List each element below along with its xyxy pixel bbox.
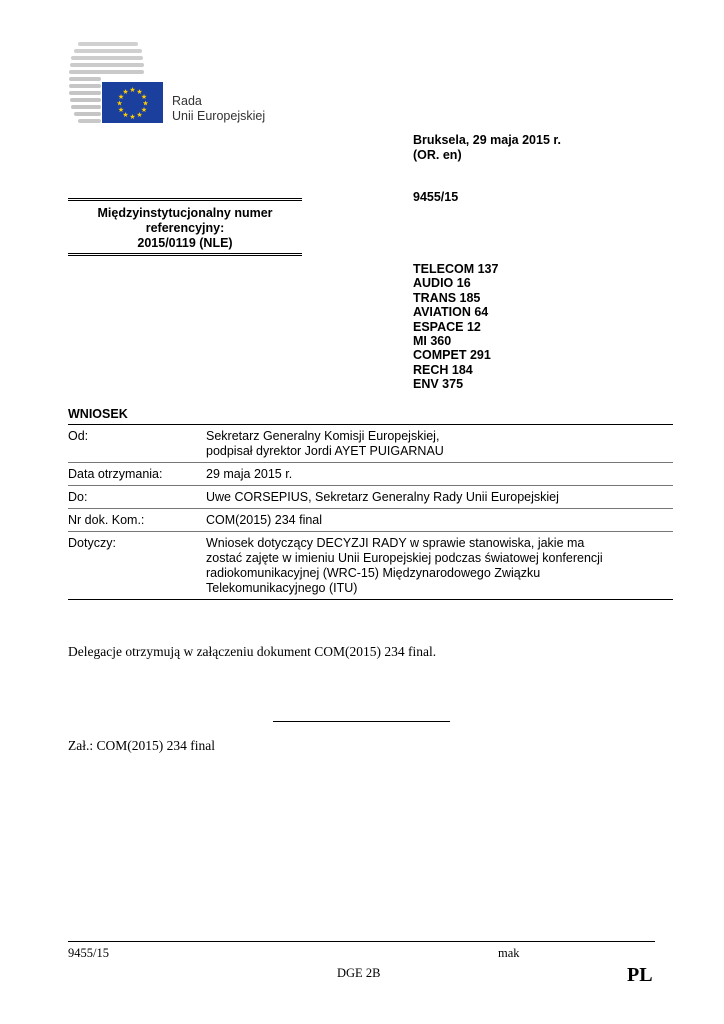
document-number: 9455/15 xyxy=(413,190,459,204)
info-row-from xyxy=(68,425,673,463)
svg-text:★: ★ xyxy=(142,99,149,108)
info-value: 29 maja 2015 r. xyxy=(206,467,293,481)
svg-text:★: ★ xyxy=(117,106,125,114)
info-table xyxy=(68,424,673,600)
body-paragraph: Delegacje otrzymują w załączeniu dokument COM(2015) 234 final. xyxy=(68,644,437,659)
footer-directorate: DGE 2B xyxy=(337,966,381,980)
info-label: Od: xyxy=(68,429,89,443)
info-row-com-number xyxy=(68,509,673,532)
info-row-subject xyxy=(68,532,673,600)
subject-code: AUDIO 16 xyxy=(413,276,471,291)
svg-text:★: ★ xyxy=(136,111,143,119)
from-line2: podpisał dyrektor Jordi AYET PUIGARNAU xyxy=(206,444,444,458)
svg-text:★: ★ xyxy=(129,86,136,94)
enclosure-note: Zał.: COM(2015) 234 final xyxy=(68,738,215,753)
subject-line4: Telekomunikacyjnego (ITU) xyxy=(206,581,358,595)
svg-text:★: ★ xyxy=(136,88,143,96)
institution-name xyxy=(172,94,265,124)
svg-text:★: ★ xyxy=(116,99,123,108)
subject-code: AVIATION 64 xyxy=(413,305,489,320)
subject-line3: radiokomunikacyjnej (WRC-15) Międzynarodowego Związku xyxy=(206,566,541,580)
double-rule-top xyxy=(68,198,302,201)
subject-code: TELECOM 137 xyxy=(413,262,499,276)
footer-rule xyxy=(68,941,655,942)
info-value xyxy=(206,429,673,459)
svg-text:★: ★ xyxy=(122,88,129,96)
document-date: Bruksela, 29 maja 2015 r. xyxy=(413,133,562,147)
svg-text:★: ★ xyxy=(140,93,148,101)
info-row-received xyxy=(68,463,673,486)
footer-initials: mak xyxy=(498,946,520,960)
from-line1: Sekretarz Generalny Komisji Europejskiej, xyxy=(206,429,440,443)
footer-language: PL xyxy=(627,964,653,986)
subject-code: ENV 375 xyxy=(413,377,464,392)
subject-line2: zostać zajęte w imieniu Unii Europejskiej podczas światowej konferencji xyxy=(206,551,603,565)
subject-code: COMPET 291 xyxy=(413,348,491,363)
interref-line2: referencyjny: xyxy=(145,221,225,235)
info-value: COM(2015) 234 final xyxy=(206,513,323,527)
separator-line xyxy=(273,721,450,722)
info-label: Do: xyxy=(68,490,88,504)
institution-line2: Unii Europejskiej xyxy=(172,109,266,123)
subject-code: ESPACE 12 xyxy=(413,319,481,334)
subject-code: TRANS 185 xyxy=(413,290,481,305)
institution-line1: Rada xyxy=(172,94,202,108)
info-label: Dotyczy: xyxy=(68,536,116,550)
svg-text:★: ★ xyxy=(129,113,136,121)
subject-codes xyxy=(413,262,498,392)
interref-number: 2015/0119 (NLE) xyxy=(137,236,233,250)
subject-code: MI 360 xyxy=(413,334,452,349)
council-logo xyxy=(68,40,298,130)
info-row-to xyxy=(68,486,673,509)
info-value: Uwe CORSEPIUS, Sekretarz Generalny Rady Unii Europejskiej xyxy=(206,490,559,504)
info-label: Nr dok. Kom.: xyxy=(68,513,145,527)
document-type: WNIOSEK xyxy=(68,407,128,421)
interref-line1: Międzyinstytucjonalny numer xyxy=(97,206,273,220)
double-rule-bottom xyxy=(68,253,302,256)
svg-text:★: ★ xyxy=(117,93,125,101)
subject-line1: Wniosek dotyczący DECYZJI RADY w sprawie stanowiska, jakie ma xyxy=(206,536,585,550)
eu-flag-icon xyxy=(102,82,163,123)
council-emblem-icon xyxy=(68,40,168,130)
interinstitutional-reference xyxy=(68,198,302,256)
svg-text:★: ★ xyxy=(122,111,129,119)
original-language: (OR. en) xyxy=(413,147,462,162)
svg-text:★: ★ xyxy=(140,106,148,114)
footer-doc-number: 9455/15 xyxy=(68,946,109,960)
info-label: Data otrzymania: xyxy=(68,467,163,481)
subject-code: RECH 184 xyxy=(413,362,473,377)
info-value xyxy=(206,536,673,596)
date-block xyxy=(413,133,561,162)
